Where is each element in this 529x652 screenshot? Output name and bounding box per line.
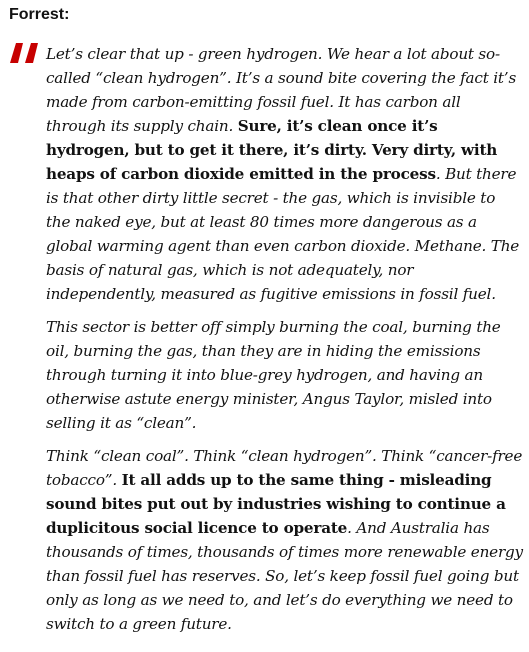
quote-emphasis: Sure, it’s clean once it’s hydrogen, but to get it there, it’s dirty. Very dirty, with heaps of carbon dioxide emitted in the process: [46, 117, 498, 183]
speaker-label: Forrest:: [9, 6, 70, 23]
quote-body: [46, 42, 524, 636]
quote-mark-icon: [10, 43, 40, 63]
quote-text: Let’s clear that up - green hydrogen. We hear a lot about so-called “clean hydrogen”. It’s a sound bite covering the fact it’s made from carbon-emitting fossil fuel. It has carbon all through its supply chain.: [46, 45, 517, 135]
quote-text: Think “clean coal”. Think “clean hydrogen”. Think “cancer-free tobacco”.: [46, 447, 523, 489]
quote-text: This sector is better off simply burning the coal, burning the oil, burning the gas, than they are in hiding the emissions through turning it into blue-grey hydrogen, and having an otherwise astute energy minister, Angus Taylor, misled into selling it as “clean”.: [46, 318, 501, 432]
quote-paragraph: [46, 42, 524, 306]
quote-text: . And Australia has thousands of times, thousands of times more renewable energy than fossil fuel has reserves. So, let’s keep fossil fuel going but only as long as we need to, and let’s do everything we need to switch to a green future.: [46, 519, 523, 633]
quote-paragraph: [46, 444, 524, 636]
quote-paragraph: [46, 315, 524, 435]
quote-emphasis: It all adds up to the same thing - misleading sound bites put out by industries wishing to continue a duplicitous social licence to operate: [46, 471, 506, 537]
quote-text: . But there is that other dirty little secret - the gas, which is invisible to the naked eye, but at least 80 times more dangerous as a global warming agent than even carbon dioxide. Methane. The basis of natural gas, which is not adequately, nor independently, measured as fugitive emissions in fossil fuel.: [46, 165, 520, 303]
